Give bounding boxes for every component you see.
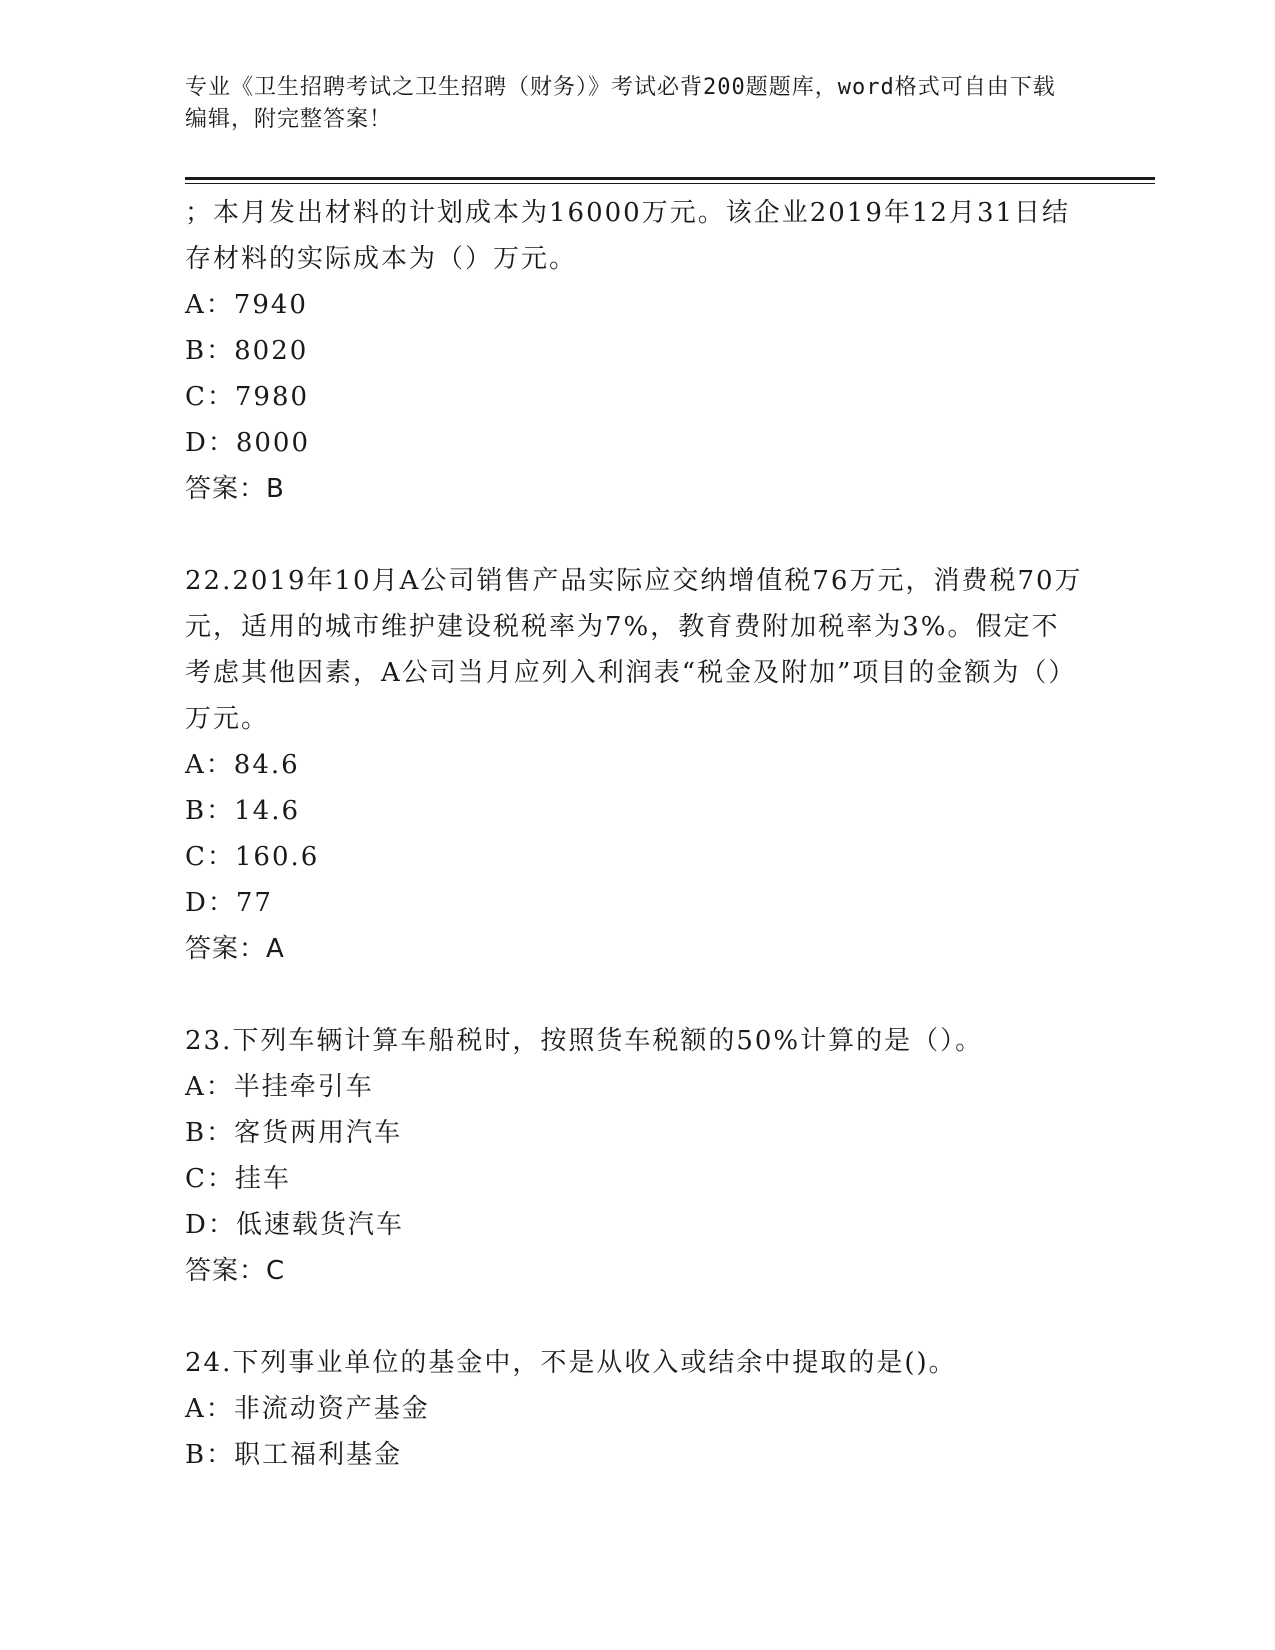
option-a: A：非流动资产基金 (185, 1394, 430, 1424)
option-b: B：8020 (185, 336, 309, 366)
spacer (185, 512, 1085, 558)
question-item (185, 558, 1085, 972)
answer-line: 答案：A (185, 934, 285, 964)
question-list (185, 190, 1085, 1478)
answer-line: 答案：B (185, 474, 285, 504)
document-header (185, 72, 1065, 136)
header-divider-thin (185, 183, 1155, 184)
option-d: D：8000 (185, 428, 311, 458)
question-stem: 24.下列事业单位的基金中，不是从收入或结余中提取的是()。 (185, 1348, 957, 1378)
question-stem: 23.下列车辆计算车船税时，按照货车税额的50%计算的是（）。 (185, 1026, 984, 1056)
question-stem: 22.2019年10月A公司销售产品实际应交纳增值税76万元，消费税70万元，适用的城市维护建设税税率为7%，教育费附加税率为3%。假定不考虑其他因素，A公司当月应列入利润表“税金及附加”项目的金额为（）万元。 (185, 566, 1083, 734)
spacer (185, 972, 1085, 1018)
header-divider-thick (185, 177, 1155, 180)
question-item (185, 1018, 1085, 1294)
question-item (185, 190, 1085, 512)
question-item (185, 1340, 1085, 1478)
option-c: C：7980 (185, 382, 310, 412)
option-d: D：77 (185, 888, 273, 918)
option-c: C：挂车 (185, 1164, 291, 1194)
question-stem: ；本月发出材料的计划成本为16000万元。该企业2019年12月31日结存材料的实际成本为（）万元。 (185, 198, 1071, 274)
option-b: B：客货两用汽车 (185, 1118, 403, 1148)
option-b: B：职工福利基金 (185, 1440, 403, 1470)
header-title: 专业《卫生招聘考试之卫生招聘（财务）》考试必背200题题库，word格式可自由下载编辑，附完整答案！ (185, 75, 1056, 132)
option-a: A：7940 (185, 290, 308, 320)
option-c: C：160.6 (185, 842, 320, 872)
option-d: D：低速载货汽车 (185, 1210, 404, 1240)
option-a: A：半挂牵引车 (185, 1072, 374, 1102)
option-a: A：84.6 (185, 750, 300, 780)
spacer (185, 1294, 1085, 1340)
option-b: B：14.6 (185, 796, 300, 826)
answer-line: 答案：C (185, 1256, 286, 1286)
